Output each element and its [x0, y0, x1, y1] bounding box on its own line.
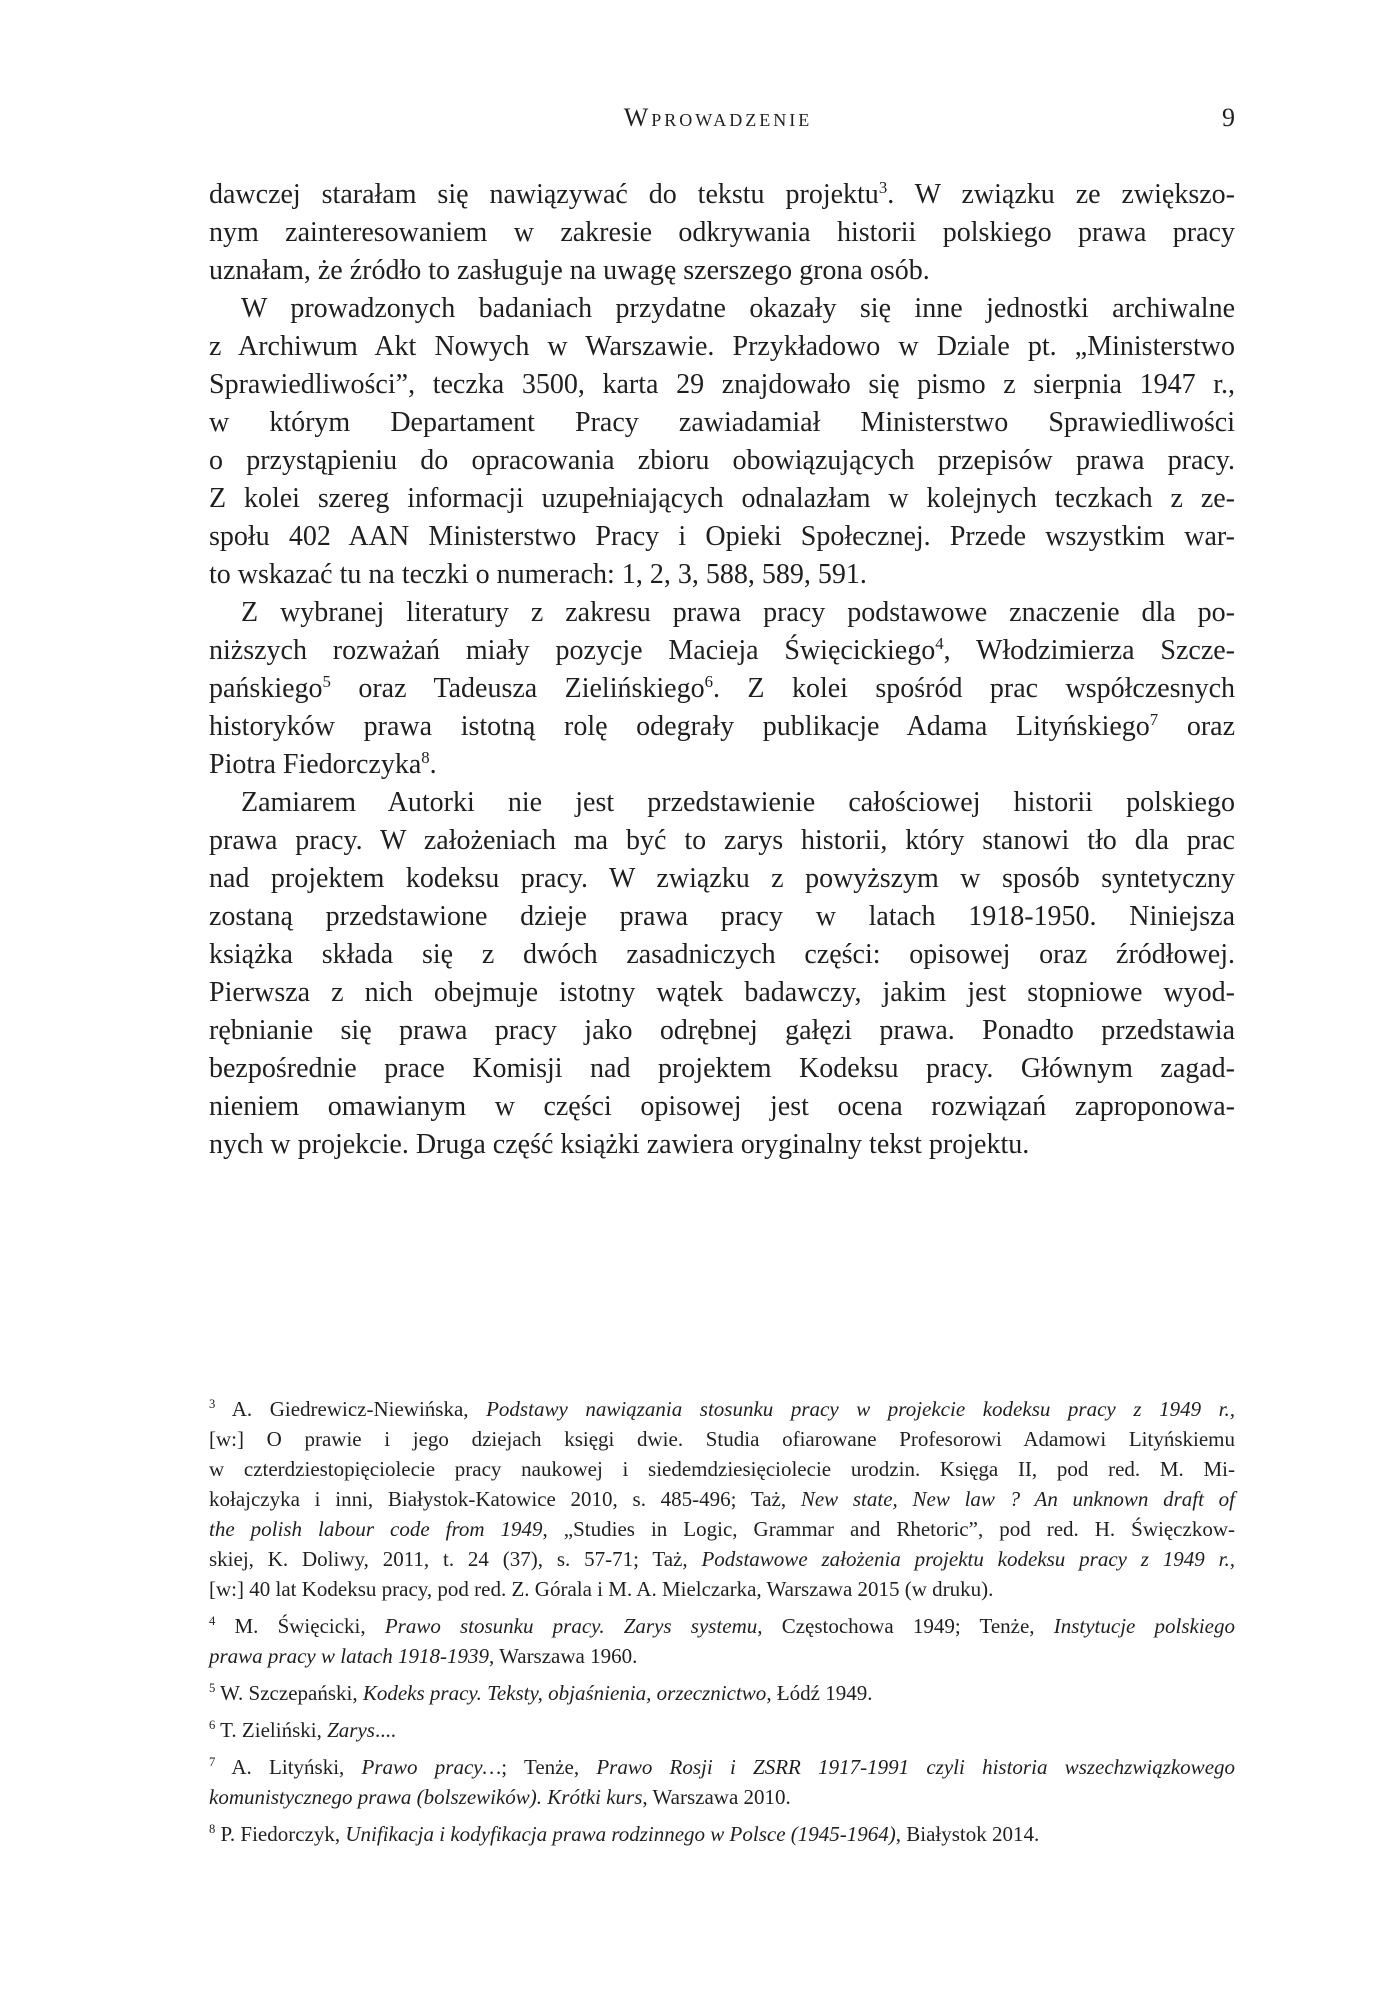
footnote-line — [209, 1424, 1235, 1454]
body-line — [209, 1088, 1235, 1126]
body-line — [209, 252, 1235, 290]
text-run: Sprawiedliwości”, teczka 3500, karta 29 znajdowało się pismo z sierpnia 1947 r., — [209, 369, 1235, 400]
text-run: kołajczyka i inni, Białystok-Katowice 2010, s. 485-496; Taż, — [209, 1487, 801, 1511]
text-run: to wskazać tu na teczki o numerach: 1, 2, 3, 588, 589, 591. — [209, 559, 867, 590]
body-line — [209, 594, 1235, 632]
footnote-line — [209, 1514, 1235, 1544]
body-text — [209, 176, 1235, 1164]
body-line — [209, 936, 1235, 974]
italic-run: Kodeks pracy. Teksty, objaśnienia, orzecznictwo — [362, 1681, 767, 1705]
footnote-line — [209, 1574, 1235, 1604]
text-run: nym zainteresowaniem w zakresie odkrywania historii polskiego prawa pracy — [209, 217, 1235, 248]
text-run: W. Szczepański, — [215, 1681, 363, 1705]
text-run: niższych rozważań miały pozycje Macieja Święcickiego — [209, 635, 936, 666]
footnote-ref: 7 — [1149, 709, 1159, 729]
footnote-line — [209, 1752, 1235, 1782]
footnote-line — [209, 1641, 1235, 1671]
body-line — [209, 822, 1235, 860]
text-run: oraz — [1158, 711, 1235, 742]
italic-run: Podstawy nawiązania stosunku pracy w projekcie kodeksu pracy z 1949 r., — [486, 1397, 1235, 1421]
body-line — [209, 1126, 1235, 1164]
text-run: Z kolei szereg informacji uzupełniających odnalazłam w kolejnych teczkach z ze- — [209, 483, 1235, 514]
text-run: , „Studies in Logic, Grammar and Rhetoric”, pod red. H. Święczkow- — [542, 1517, 1235, 1541]
italic-run: Prawo stosunku pracy. Zarys systemu — [384, 1614, 758, 1638]
text-run: . — [429, 749, 437, 780]
footnote-line — [209, 1678, 1235, 1708]
body-line — [209, 708, 1235, 746]
body-line — [209, 404, 1235, 442]
text-run: ; Tenże, — [501, 1755, 597, 1779]
footnote — [209, 1394, 1235, 1604]
text-run: T. Zieliński, — [215, 1718, 328, 1742]
body-line — [209, 290, 1235, 328]
footnote-marker: 6 — [209, 1718, 216, 1733]
text-run: skiej, K. Doliwy, 2011, t. 24 (37), s. 57-71; Taż, — [209, 1547, 702, 1571]
footnote-ref: 3 — [878, 177, 888, 197]
footnote-ref: 8 — [421, 747, 430, 767]
text-run: P. Fiedorczyk, — [215, 1822, 346, 1846]
body-line — [209, 632, 1235, 670]
body-line — [209, 898, 1235, 936]
footnote-line — [209, 1819, 1235, 1849]
footnote-line — [209, 1715, 1235, 1745]
italic-run: the polish labour code from 1949 — [209, 1517, 543, 1541]
footnote-line — [209, 1782, 1235, 1812]
footnote-ref: 5 — [322, 671, 331, 691]
text-run: historyków prawa istotną rolę odegrały publikacje Adama Lityńskiego — [209, 711, 1150, 742]
text-run: z Archiwum Akt Nowych w Warszawie. Przykładowo w Dziale pt. „Ministerstwo — [209, 331, 1235, 362]
italic-run: komunistycznego prawa (bolszewików). Krótki kurs — [209, 1785, 643, 1809]
body-line — [209, 784, 1235, 822]
text-run: [w:] 40 lat Kodeksu pracy, pod red. Z. Górala i M. A. Mielczarka, Warszawa 2015 (w druku). — [209, 1577, 994, 1601]
text-run: w którym Departament Pracy zawiadamiał Ministerstwo Sprawiedliwości — [209, 407, 1235, 438]
footnote-line — [209, 1611, 1235, 1641]
footnote-line — [209, 1454, 1235, 1484]
italic-run: Prawo pracy… — [361, 1755, 502, 1779]
body-line — [209, 176, 1235, 214]
footnote-line — [209, 1544, 1235, 1574]
text-run: Z wybranej literatury z zakresu prawa pracy podstawowe znaczenie dla po- — [241, 597, 1235, 628]
paragraph — [209, 784, 1235, 1164]
footnote — [209, 1715, 1235, 1745]
text-run: Pierwsza z nich obejmuje istotny wątek badawczy, jakim jest stopniowe wyod- — [209, 977, 1235, 1008]
italic-run: Zarys — [327, 1718, 375, 1742]
text-run: bezpośrednie prace Komisji nad projektem Kodeksu pracy. Głównym zagad- — [209, 1053, 1235, 1084]
footnote-marker: 4 — [209, 1614, 216, 1629]
text-run: w czterdziestopięciolecie pracy naukowej i siedemdziesięciolecie urodzin. Księga II, pod red. M. Mi- — [209, 1457, 1235, 1481]
text-run: dawczej starałam się nawiązywać do tekstu projektu — [209, 179, 879, 210]
text-run: . Z kolei spośród prac współczesnych — [713, 673, 1236, 704]
text-run: pańskiego — [209, 673, 323, 704]
body-line — [209, 670, 1235, 708]
footnote — [209, 1611, 1235, 1671]
text-run: A. Giedrewicz-Niewińska, — [215, 1397, 487, 1421]
text-run: Piotra Fiedorczyka — [209, 749, 422, 780]
italic-run: Prawo Rosji i ZSRR 1917-1991 czyli historia wszechzwiązkowego — [596, 1755, 1236, 1779]
text-run: książka składa się z dwóch zasadniczych części: opisowej oraz źródłowej. — [209, 939, 1235, 970]
italic-run: prawa pracy w latach 1918-1939 — [209, 1644, 489, 1668]
footnote-ref: 4 — [935, 633, 944, 653]
italic-run: Podstawowe założenia projektu kodeksu pracy z 1949 r., — [701, 1547, 1235, 1571]
body-line — [209, 974, 1235, 1012]
body-line — [209, 746, 1235, 784]
text-run: , Warszawa 1960. — [488, 1644, 638, 1668]
text-run: nieniem omawianym w części opisowej jest ocena rozwiązań zaproponowa- — [209, 1091, 1235, 1122]
paragraph — [209, 176, 1235, 290]
body-line — [209, 1050, 1235, 1088]
body-line — [209, 366, 1235, 404]
footnote-marker: 8 — [209, 1822, 216, 1837]
text-run: A. Lityński, — [215, 1755, 362, 1779]
text-run: uznałam, że źródło to zasługuje na uwagę szerszego grona osób. — [209, 255, 930, 286]
footnotes — [209, 1394, 1235, 1849]
footnote-line — [209, 1484, 1235, 1514]
italic-run: New state, New law ? An unknown draft of — [800, 1487, 1235, 1511]
italic-run: Instytucje polskiego — [1053, 1614, 1236, 1638]
footnote — [209, 1819, 1235, 1849]
text-run: o przystąpieniu do opracowania zbioru obowiązujących przepisów prawa pracy. — [209, 445, 1235, 476]
text-run: . W związku ze zwiększo- — [887, 179, 1235, 210]
body-line — [209, 442, 1235, 480]
italic-run: Unifikacja i kodyfikacja prawa rodzinnego w Polsce (1945-1964) — [345, 1822, 896, 1846]
text-run: oraz Tadeusza Zielińskiego — [330, 673, 705, 704]
body-line — [209, 1012, 1235, 1050]
body-line — [209, 480, 1235, 518]
footnote-marker: 3 — [209, 1397, 216, 1412]
paragraph — [209, 594, 1235, 784]
text-run: W prowadzonych badaniach przydatne okazały się inne jednostki archiwalne — [241, 293, 1235, 324]
text-run: [w:] O prawie i jego dziejach księgi dwie. Studia ofiarowane Profesorowi Adamowi Lityńskiemu — [209, 1427, 1235, 1451]
text-run: społu 402 AAN Ministerstwo Pracy i Opieki Społecznej. Przede wszystkim war- — [209, 521, 1235, 552]
footnote-marker: 7 — [209, 1755, 216, 1770]
text-run: , Białystok 2014. — [895, 1822, 1040, 1846]
running-head: Wprowadzenie — [623, 103, 813, 132]
text-run: , Łódź 1949. — [766, 1681, 873, 1705]
paragraph — [209, 290, 1235, 594]
text-run: Zamiarem Autorki nie jest przedstawienie całościowej historii polskiego — [241, 787, 1235, 818]
body-line — [209, 214, 1235, 252]
text-run: M. Święcicki, — [215, 1614, 385, 1638]
footnote-line — [209, 1394, 1235, 1424]
text-run: zostaną przedstawione dzieje prawa pracy w latach 1918-1950. Niniejsza — [209, 901, 1235, 932]
body-line — [209, 518, 1235, 556]
text-run: , Włodzimierza Szcze- — [943, 635, 1235, 666]
text-run: .... — [374, 1718, 396, 1742]
text-run: nad projektem kodeksu pracy. W związku z powyższym w sposób syntetyczny — [209, 863, 1235, 894]
text-run: nych w projekcie. Druga część książki zawiera oryginalny tekst projektu. — [209, 1129, 1030, 1160]
body-line — [209, 328, 1235, 366]
text-run: , Warszawa 2010. — [642, 1785, 791, 1809]
text-run: rębnianie się prawa pracy jako odrębnej gałęzi prawa. Ponadto przedstawia — [209, 1015, 1235, 1046]
footnote — [209, 1752, 1235, 1812]
page-number: 9 — [1222, 103, 1235, 132]
body-line — [209, 860, 1235, 898]
body-line — [209, 556, 1235, 594]
footnote — [209, 1678, 1235, 1708]
text-run: prawa pracy. W założeniach ma być to zarys historii, który stanowi tło dla prac — [209, 825, 1235, 856]
footnote-marker: 5 — [209, 1681, 216, 1696]
footnote-ref: 6 — [704, 671, 713, 691]
text-run: , Częstochowa 1949; Tenże, — [757, 1614, 1054, 1638]
